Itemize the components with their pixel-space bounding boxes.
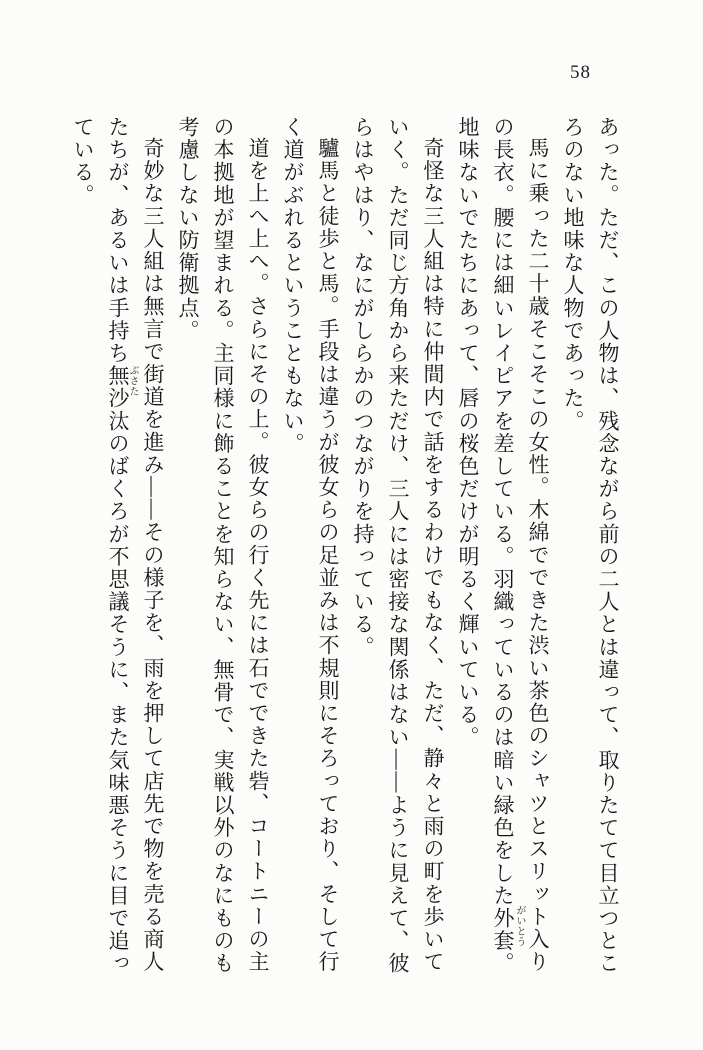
text-column: 道を上へ上へ。さらにその上。彼女らの行く先には石でできた砦、コートニーの主 [246, 137, 270, 974]
furigana-busata: ぶさた [127, 365, 138, 397]
text-column: あった。ただ、この人物は、残念ながら前の二人とは違って、取りたてて目立つとこ [596, 116, 620, 975]
text-column: 奇怪な三人組は特に仲間内で話をするわけでもなく、ただ、静々と雨の町を歩いて [421, 137, 445, 974]
text-column: らはやはり、なにがしらかのつながりを持っている。 [351, 116, 375, 659]
text-column: 馬に乗った二十歳そこそこの女性。木綿でできた渋い茶色のシャツとスリット入り [526, 137, 550, 974]
page-number: 58 [570, 62, 591, 83]
text-column: 考慮しない防衛拠点。 [176, 116, 200, 342]
text-column: いく。ただ同じ方角から来ただけ、三人には密接な関係はない——ように見えて、彼 [386, 116, 410, 975]
text-column: 奇妙な三人組は無言で街道を進み——その様子を、雨を押して店先で物を売る商人 [141, 137, 165, 974]
text-column: 地味ないでたちにあって、唇の桜色だけが明るく輝いている。 [456, 116, 480, 749]
furigana-gaitou: がいとう [514, 905, 525, 947]
text-column: ている。 [71, 116, 95, 207]
text-column: ろのない地味な人物であった。 [561, 116, 585, 433]
text-block [65, 116, 625, 980]
text-column: たちが、あるいは手持ち無沙汰のばくろが不思議そうに、また気味悪そうに目で追っ [106, 116, 130, 975]
text-column: の本拠地が望まれる。主同様に飾ることを知らない、無骨で、実戦以外のなにものも [211, 116, 235, 975]
text-column: く道がぶれるということもない。 [281, 116, 305, 455]
text-column: 驢馬と徒歩と馬。手段は違うが彼女らの足並みは不規則にそろっており、そして行 [316, 137, 340, 974]
text-column: の長衣。腰には細いレイピアを差している。羽織っているのは暗い緑色をした外套。 [491, 116, 515, 975]
